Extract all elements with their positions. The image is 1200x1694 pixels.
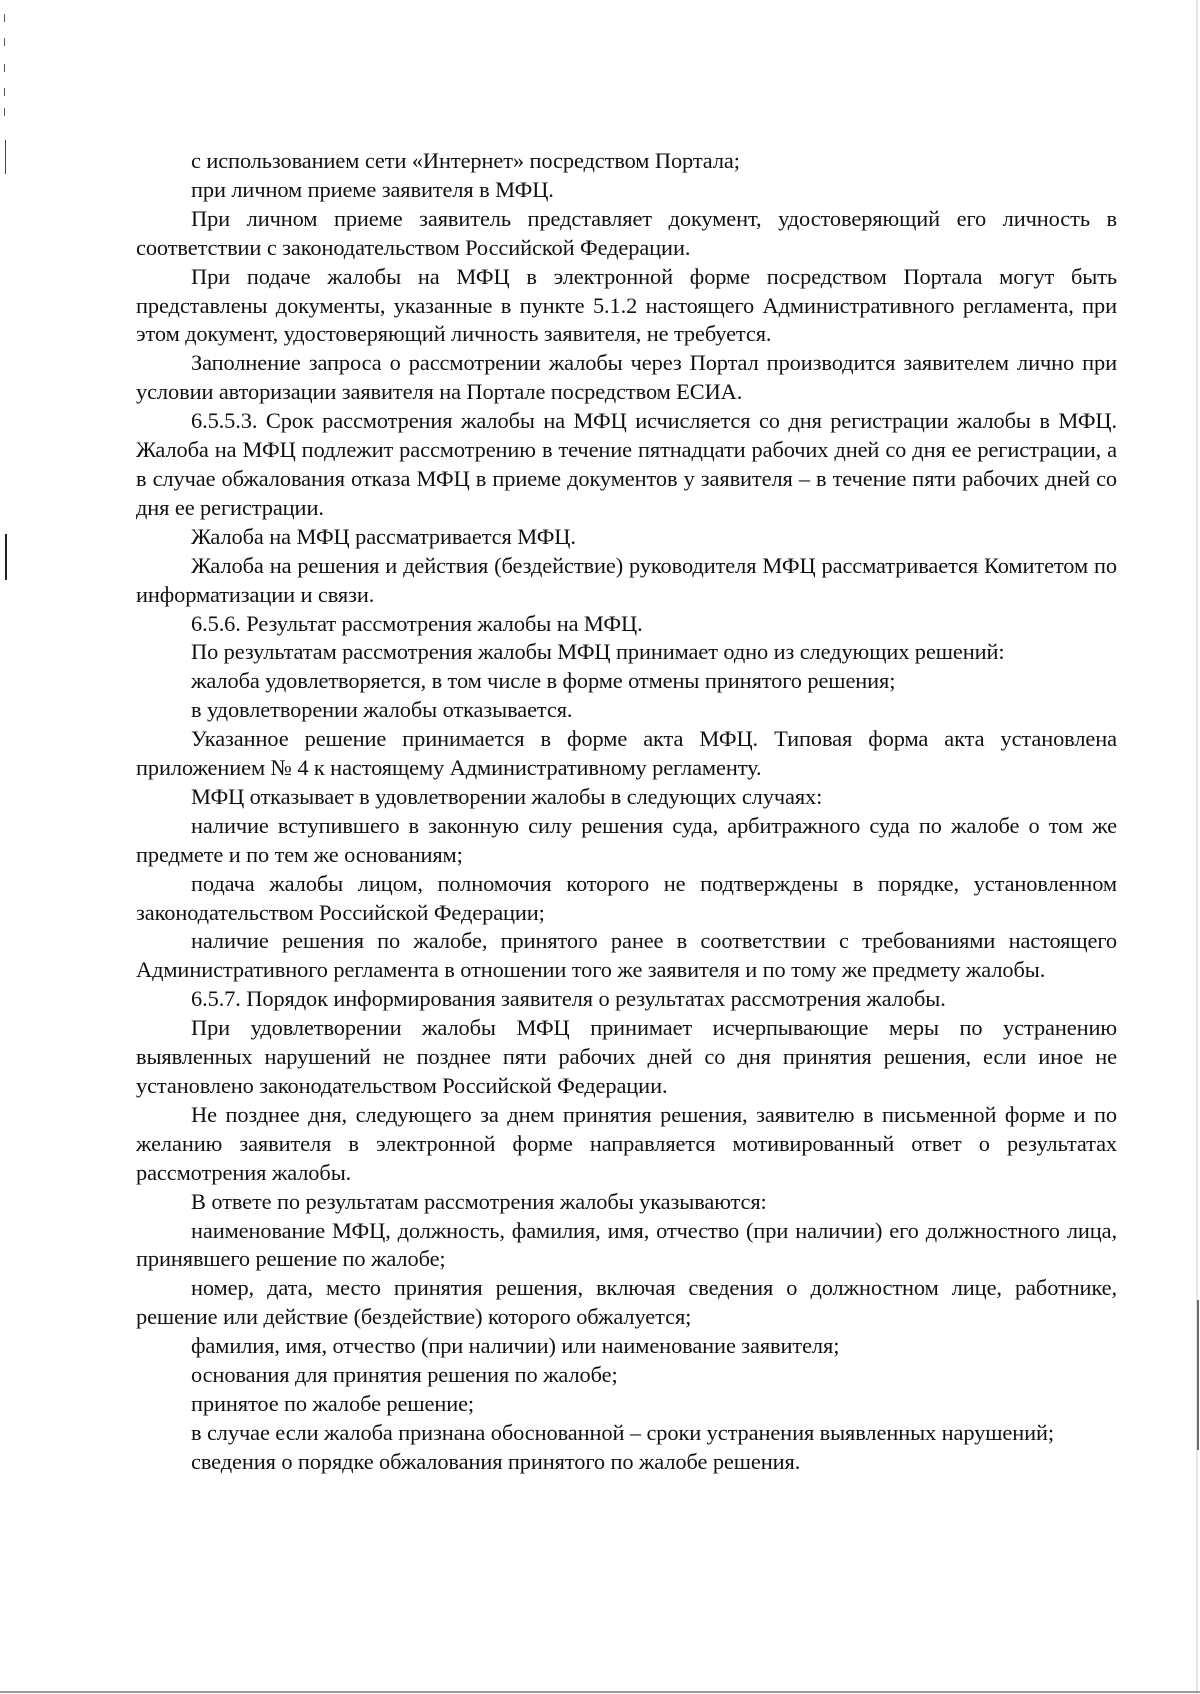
scan-artifact-mark xyxy=(4,108,5,116)
list-item: наличие вступившего в законную силу решения суда, арбитражного суда по жалобе о том же предмете и по тем же основаниям; xyxy=(136,812,1117,867)
list-item: в удовлетворении жалобы отказывается. xyxy=(191,697,573,723)
list-item: фамилия, имя, отчество (при наличии) или наименование заявителя; xyxy=(191,1333,840,1359)
scan-artifact-mark xyxy=(4,38,5,46)
list-item: наличие решения по жалобе, принятого ранее в соответствии с требованиями настоящего Административного регламента в отношении того же заявителя и по тому же предмету жалобы. xyxy=(136,928,1117,983)
scan-artifact-line xyxy=(0,1691,1200,1693)
section-heading: 6.5.7. Порядок информирования заявителя о результатах рассмотрения жалобы. xyxy=(191,986,946,1012)
scan-artifact-bar xyxy=(1197,1300,1199,1450)
scan-artifact-bar xyxy=(5,534,7,580)
paragraph: при личном приеме заявителя в МФЦ. xyxy=(191,176,554,202)
list-item: принятое по жалобе решение; xyxy=(191,1390,475,1416)
scan-artifact-mark xyxy=(5,140,6,174)
list-item: сведения о порядке обжалования принятого по жалобе решения. xyxy=(191,1448,801,1474)
paragraph: Указанное решение принимается в форме акта МФЦ. Типовая форма акта установлена приложением № 4 к настоящему Административному регламенту. xyxy=(136,726,1117,781)
paragraph: По результатам рассмотрения жалобы МФЦ принимает одно из следующих решений: xyxy=(191,639,1005,665)
list-item: наименование МФЦ, должность, фамилия, имя, отчество (при наличии) его должностного лица, принявшего решение по жалобе; xyxy=(136,1217,1117,1272)
paragraph: МФЦ отказывает в удовлетворении жалобы в следующих случаях: xyxy=(191,783,823,809)
paragraph: Жалоба на МФЦ рассматривается МФЦ. xyxy=(191,523,576,549)
paragraph: 6.5.5.3. Срок рассмотрения жалобы на МФЦ исчисляется со дня регистрации жалобы в МФЦ. Жалоба на МФЦ подлежит рассмотрению в течение пятнадцати рабочих дней со дня ее регистрации, а в случае обжалования отказа МФЦ в приеме документов у заявителя – в течение пяти рабочих дней со дня ее регистрации. xyxy=(136,408,1117,520)
paragraph: При удовлетворении жалобы МФЦ принимает исчерпывающие меры по устранению выявленных нарушений не позднее пяти рабочих дней со дня принятия решения, если иное не установлено законодательством Российской Федерации. xyxy=(136,1015,1117,1098)
list-item: жалоба удовлетворяется, в том числе в форме отмены принятого решения; xyxy=(191,668,896,694)
scan-artifact-mark xyxy=(4,14,5,22)
list-item: номер, дата, место принятия решения, включая сведения о должностном лице, работнике, решение или действие (бездействие) которого обжалуется; xyxy=(136,1275,1117,1330)
scan-artifact-mark xyxy=(4,88,5,96)
paragraph: Жалоба на решения и действия (бездействие) руководителя МФЦ рассматривается Комитетом по информатизации и связи. xyxy=(136,552,1117,607)
paragraph: При личном приеме заявитель представляет документ, удостоверяющий его личность в соответствии с законодательством Российской Федерации. xyxy=(136,205,1117,260)
list-item: основания для принятия решения по жалобе; xyxy=(191,1362,618,1388)
paragraph: В ответе по результатам рассмотрения жалобы указываются: xyxy=(191,1188,767,1214)
list-item: подача жалобы лицом, полномочия которого не подтверждены в порядке, установленном законодательством Российской Федерации; xyxy=(136,870,1117,925)
section-heading: 6.5.6. Результат рассмотрения жалобы на МФЦ. xyxy=(191,610,643,636)
paragraph: Заполнение запроса о рассмотрении жалобы через Портал производится заявителем лично при условии авторизации заявителя на Портале посредством ЕСИА. xyxy=(136,350,1117,405)
list-item: в случае если жалоба признана обоснованной – сроки устранения выявленных нарушений; xyxy=(191,1419,1055,1445)
scan-artifact-mark xyxy=(4,64,5,72)
paragraph: с использованием сети «Интернет» посредством Портала; xyxy=(191,148,740,173)
paragraph: Не позднее дня, следующего за днем принятия решения, заявителю в письменной форме и по желанию заявителя в электронной форме направляется мотивированный ответ о результатах рассмотрения жалобы. xyxy=(136,1101,1117,1185)
paragraph: При подаче жалобы на МФЦ в электронной форме посредством Портала могут быть представлены документы, указанные в пункте 5.1.2 настоящего Административного регламента, при этом документ, удостоверяющий личность заявителя, не требуется. xyxy=(136,263,1117,347)
document-body xyxy=(136,147,1117,1477)
